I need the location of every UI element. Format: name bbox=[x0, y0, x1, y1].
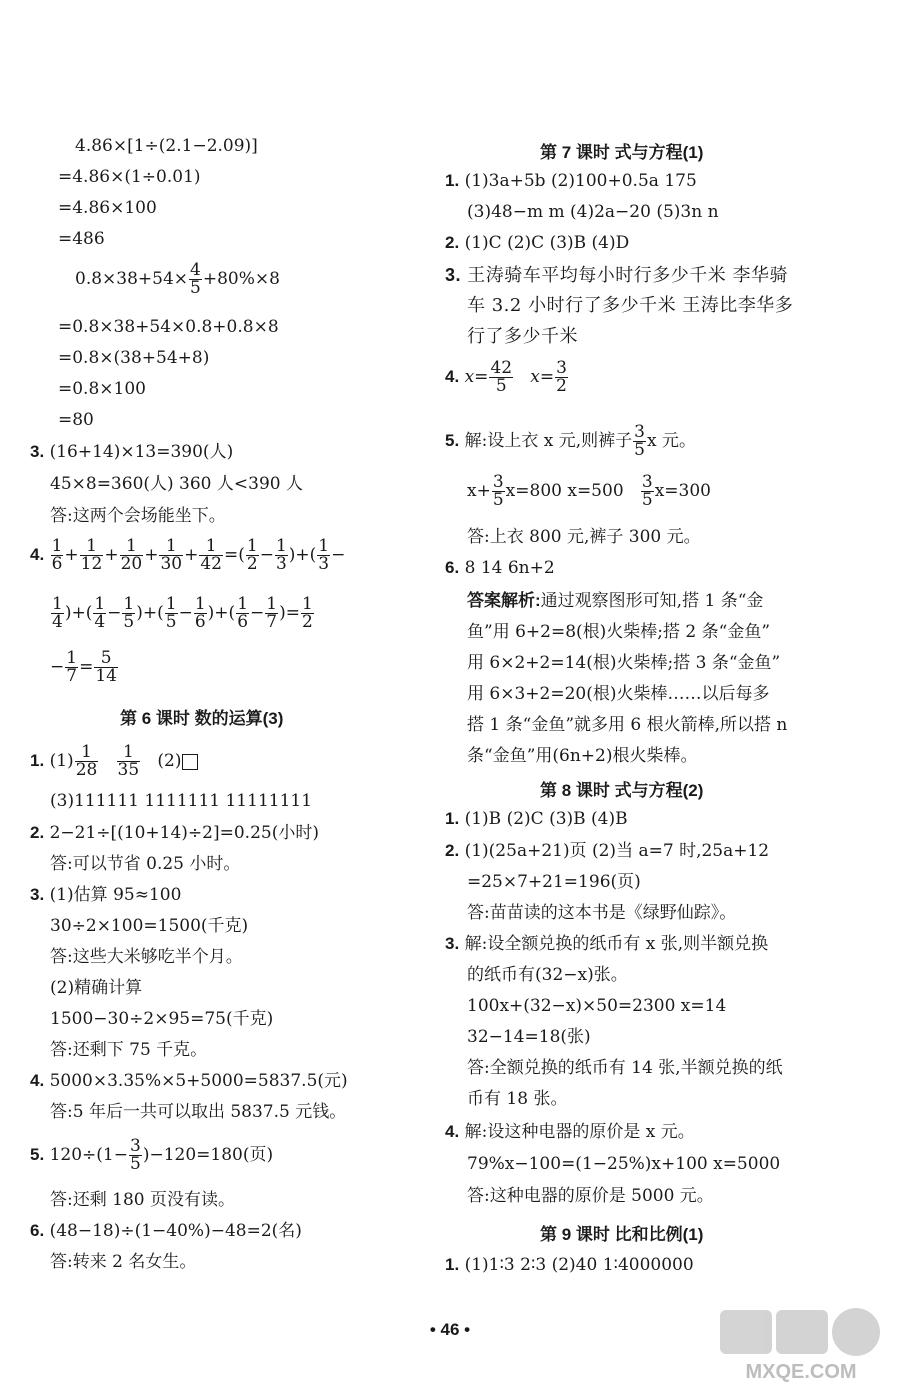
answer-text: 5000×3.35%×5+5000=5837.5(元) bbox=[49, 1071, 348, 1091]
numerator: 3 bbox=[634, 422, 645, 442]
numerator: 1 bbox=[301, 594, 313, 614]
numerator: 1 bbox=[123, 594, 135, 614]
fraction bbox=[117, 744, 141, 779]
fraction-line: − $\frac{1}{7}$ = $\frac{5}{14}$ bbox=[50, 648, 117, 686]
watermark-block-icon bbox=[776, 1310, 828, 1354]
calc-line: =0.8×100 bbox=[58, 379, 146, 399]
section-title-7: 第 7 课时 式与方程(1) bbox=[540, 143, 704, 162]
numerator: 1 bbox=[94, 594, 106, 614]
answer-line: 79%x−100=(1−25%)x+100 x=5000 bbox=[467, 1154, 781, 1174]
answer-line: 30÷2×100=1500(千克) bbox=[50, 916, 249, 936]
question-number: 6. bbox=[445, 558, 460, 577]
s8-question-2 bbox=[445, 840, 769, 862]
question-number: 3. bbox=[445, 265, 462, 285]
answer-line: 答:可以节省 0.25 小时。 bbox=[50, 854, 241, 874]
answer-line: 答:转来 2 名女生。 bbox=[50, 1252, 197, 1272]
watermark-text: MXQE.COM bbox=[745, 1361, 857, 1383]
denominator: 42 bbox=[200, 554, 222, 574]
question-number: 3. bbox=[445, 934, 460, 953]
numerator: 3 bbox=[641, 472, 653, 492]
fraction bbox=[120, 538, 144, 573]
denominator: 6 bbox=[51, 554, 63, 574]
fraction bbox=[489, 360, 513, 395]
fraction bbox=[236, 596, 249, 631]
answer-text: 2−21÷[(10+14)÷2]=0.25(小时) bbox=[49, 823, 319, 843]
s6-question-3 bbox=[30, 884, 181, 906]
expr-part: x= bbox=[530, 367, 555, 387]
answer-text: (1) bbox=[49, 751, 74, 771]
fraction bbox=[65, 650, 78, 685]
denominator: 5 bbox=[190, 278, 201, 298]
calc-line: =0.8×38+54×0.8+0.8×8 bbox=[58, 317, 279, 337]
denominator: 30 bbox=[160, 554, 183, 574]
square-box-icon bbox=[182, 754, 198, 770]
fraction bbox=[199, 538, 223, 573]
explanation-line: 用 6×2+2=14(根)火柴棒;搭 3 条“金鱼” bbox=[467, 653, 781, 673]
answer-line: 答:还剩下 75 千克。 bbox=[50, 1040, 208, 1060]
fraction bbox=[94, 650, 118, 685]
s7-question-4 bbox=[445, 360, 569, 395]
explanation-line: 鱼”用 6+2=8(根)火柴棒;搭 2 条“金鱼” bbox=[467, 622, 771, 642]
expr-part: x 元。 bbox=[646, 431, 696, 451]
answer-line: 答:还剩 180 页没有读。 bbox=[50, 1190, 235, 1210]
answer-text: (48−18)÷(1−40%)−48=2(名) bbox=[49, 1221, 302, 1241]
numerator: 1 bbox=[75, 744, 99, 762]
answer-text: (1)3a+5b (2)100+0.5a 175 bbox=[464, 171, 697, 191]
s6-question-6 bbox=[30, 1220, 302, 1242]
s8-question-4 bbox=[445, 1121, 695, 1143]
fraction bbox=[51, 596, 64, 631]
question-number: 5. bbox=[445, 431, 460, 450]
expr-part: x=300 bbox=[654, 481, 711, 501]
numerator: 1 bbox=[80, 538, 104, 556]
question-4: 4. $\frac{1}{6}$ + $\frac{1}{12}$ + $\frac{1}{20}$ + $\frac{1}{30}$ + $\frac{1}{42}$ =( $\frac{1}{2}$ − $\frac{1}{3}$ )+( $\frac{1}{3}$ − bbox=[30, 536, 346, 574]
denominator: 35 bbox=[117, 760, 140, 780]
numerator: 1 bbox=[52, 594, 63, 614]
fraction-line: $\frac{1}{4}$ )+( $\frac{1}{4}$ − $\frac{1}{5}$ )+( $\frac{1}{5}$ − $\frac{1}{6}$ )+( $\frac{1}{6}$ − $\frac{1}{7}$ )= $\frac{1}{2}$ bbox=[52, 594, 313, 632]
expr-part: +80%×8 bbox=[202, 269, 280, 289]
s7-question-2 bbox=[445, 232, 629, 254]
question-number: 3. bbox=[30, 442, 45, 461]
calc-line: 4.86×[1÷(2.1−2.09)] bbox=[75, 136, 258, 156]
question-number: 4. bbox=[30, 545, 45, 564]
fraction bbox=[194, 596, 207, 631]
s7-question-6 bbox=[445, 557, 555, 579]
fraction bbox=[122, 596, 135, 631]
s6-question-4 bbox=[30, 1070, 348, 1092]
answer-line: 答:5 年后一共可以取出 5837.5 元钱。 bbox=[50, 1102, 347, 1122]
numerator: 1 bbox=[275, 536, 287, 556]
calc-line: =4.86×100 bbox=[58, 198, 157, 218]
numerator: 1 bbox=[66, 648, 78, 668]
equation-line bbox=[467, 474, 711, 509]
expr-part: x=800 x=500 bbox=[505, 481, 624, 501]
section-title-8: 第 8 课时 式与方程(2) bbox=[540, 781, 704, 800]
denominator: 4 bbox=[94, 612, 106, 632]
denominator: 7 bbox=[66, 666, 78, 686]
watermark-logo bbox=[716, 1304, 886, 1384]
question-3 bbox=[30, 441, 233, 463]
expr-part: x+ bbox=[467, 481, 491, 501]
denominator: 12 bbox=[80, 554, 103, 574]
answer-line: 答:全额兑换的纸币有 14 张,半额兑换的纸 bbox=[467, 1058, 783, 1078]
answer-text: (1)估算 95≈100 bbox=[49, 885, 182, 905]
denominator: 5 bbox=[634, 440, 645, 460]
numerator: 1 bbox=[120, 538, 144, 556]
numerator: 1 bbox=[165, 594, 177, 614]
s6-question-5 bbox=[30, 1138, 273, 1173]
denominator: 5 bbox=[123, 612, 135, 632]
answer-text: (1)B (2)C (3)B (4)B bbox=[464, 809, 628, 829]
question-number: 2. bbox=[445, 233, 460, 252]
answer-line: 车 3.2 小时行了多少千米 王涛比李华多 bbox=[467, 295, 794, 316]
explanation-line: 条“金鱼”用(6n+2)根火柴棒。 bbox=[467, 746, 698, 766]
explanation-line: 用 6×3+2=20(根)火柴棒……以后每多 bbox=[467, 684, 770, 704]
denominator: 28 bbox=[75, 760, 98, 780]
s8-question-3 bbox=[445, 933, 768, 955]
numerator: 1 bbox=[51, 536, 63, 556]
denominator: 2 bbox=[556, 376, 567, 396]
answer-line: (3)48−m m (4)2a−20 (5)3n n bbox=[467, 202, 719, 222]
s7-question-5 bbox=[445, 424, 696, 459]
fraction bbox=[275, 538, 288, 573]
denominator: 2 bbox=[246, 554, 258, 574]
question-number: 2. bbox=[30, 823, 45, 842]
expr-part: 120÷(1− bbox=[49, 1145, 128, 1165]
numerator: 5 bbox=[94, 650, 118, 668]
answer-text: (2) bbox=[157, 751, 182, 771]
s8-question-1 bbox=[445, 808, 628, 830]
fraction bbox=[492, 474, 505, 509]
answer-line: 币有 18 张。 bbox=[467, 1089, 568, 1109]
answer-line: 答:上衣 800 元,裤子 300 元。 bbox=[467, 527, 701, 547]
calc-line: =80 bbox=[58, 410, 94, 430]
answer-text: 解:设这种电器的原价是 x 元。 bbox=[464, 1122, 695, 1142]
numerator: 1 bbox=[117, 744, 141, 762]
answer-text: (1)C (2)C (3)B (4)D bbox=[464, 233, 630, 253]
expr-part: )−120=180(页) bbox=[142, 1145, 274, 1165]
question-number: 2. bbox=[445, 841, 460, 860]
answer-line: 1500−30÷2×95=75(千克) bbox=[50, 1009, 274, 1029]
denominator: 6 bbox=[194, 612, 206, 632]
numerator: 1 bbox=[266, 594, 278, 614]
fraction bbox=[165, 596, 178, 631]
question-number: 1. bbox=[445, 809, 460, 828]
calc-line bbox=[75, 262, 280, 297]
denominator: 6 bbox=[237, 612, 249, 632]
s6-question-1 bbox=[30, 744, 198, 779]
numerator: 1 bbox=[237, 594, 249, 614]
question-number: 4. bbox=[445, 1122, 460, 1141]
answer-line: 行了多少千米 bbox=[467, 326, 578, 347]
expr-part: 0.8×38+54× bbox=[75, 269, 189, 289]
numerator: 3 bbox=[129, 1136, 141, 1156]
answer-text: (1)(25a+21)页 (2)当 a=7 时,25a+12 bbox=[464, 841, 770, 861]
numerator: 1 bbox=[318, 536, 330, 556]
denominator: 5 bbox=[641, 490, 653, 510]
denominator: 20 bbox=[120, 554, 143, 574]
fraction bbox=[189, 262, 202, 297]
fraction bbox=[317, 538, 330, 573]
fraction bbox=[633, 424, 646, 459]
s7-question-3 bbox=[445, 264, 788, 287]
denominator: 2 bbox=[301, 612, 313, 632]
explanation-line bbox=[467, 590, 763, 612]
question-number: 1. bbox=[30, 751, 45, 770]
fraction bbox=[641, 474, 654, 509]
answer-line: 答:苗苗读的这本书是《绿野仙踪》。 bbox=[467, 903, 737, 923]
denominator: 7 bbox=[266, 612, 278, 632]
numerator: 1 bbox=[246, 536, 258, 556]
fraction bbox=[75, 744, 99, 779]
numerator: 1 bbox=[159, 538, 183, 556]
question-number: 6. bbox=[30, 1221, 45, 1240]
answer-text: 解:设全额兑换的纸币有 x 张,则半额兑换 bbox=[464, 934, 769, 954]
fraction bbox=[51, 538, 64, 573]
denominator: 14 bbox=[95, 666, 117, 686]
question-number: 1. bbox=[445, 1255, 460, 1274]
answer-line: 的纸币有(32−x)张。 bbox=[467, 965, 628, 985]
denominator: 3 bbox=[318, 554, 330, 574]
numerator: 1 bbox=[194, 594, 206, 614]
answer-line: 45×8=360(人) 360 人<390 人 bbox=[50, 474, 303, 494]
fraction bbox=[246, 538, 259, 573]
denominator: 3 bbox=[275, 554, 287, 574]
answer-line: =25×7+21=196(页) bbox=[467, 872, 641, 892]
expr-part: x= bbox=[464, 367, 489, 387]
fraction bbox=[301, 596, 314, 631]
s9-question-1 bbox=[445, 1254, 694, 1276]
numerator: 3 bbox=[492, 472, 504, 492]
question-number: 4. bbox=[445, 367, 460, 386]
denominator: 5 bbox=[165, 612, 177, 632]
numerator: 4 bbox=[190, 260, 201, 280]
calc-line: =0.8×(38+54+8) bbox=[58, 348, 210, 368]
answer-line: 答:这种电器的原价是 5000 元。 bbox=[467, 1186, 714, 1206]
page-number: • 46 • bbox=[429, 1320, 471, 1339]
fraction bbox=[93, 596, 106, 631]
s7-question-1 bbox=[445, 170, 697, 192]
answer-text: (16+14)×13=390(人) bbox=[49, 442, 234, 462]
numerator: 42 bbox=[490, 358, 513, 378]
denominator: 4 bbox=[52, 612, 63, 632]
calc-line: =4.86×(1÷0.01) bbox=[58, 167, 201, 187]
answer-line: (3)111111 1111111 11111111 bbox=[50, 791, 313, 811]
denominator: 5 bbox=[495, 376, 507, 396]
denominator: 5 bbox=[129, 1154, 141, 1174]
denominator: 5 bbox=[492, 490, 504, 510]
question-number: 5. bbox=[30, 1145, 45, 1164]
fraction bbox=[159, 538, 183, 573]
question-number: 1. bbox=[445, 171, 460, 190]
answer-line: 答:这两个会场能坐下。 bbox=[50, 506, 226, 526]
answer-text: 王涛骑车平均每小时行多少千米 李华骑 bbox=[467, 265, 788, 286]
fraction bbox=[129, 1138, 142, 1173]
answer-text: (1)1∶3 2∶3 (2)40 1∶4000000 bbox=[464, 1255, 694, 1275]
section-title-9: 第 9 课时 比和比例(1) bbox=[540, 1225, 704, 1244]
answer-text: 8 14 6n+2 bbox=[464, 558, 555, 578]
s6-question-2 bbox=[30, 822, 319, 844]
fraction bbox=[80, 538, 104, 573]
question-number: 3. bbox=[30, 885, 45, 904]
expr-part: 解:设上衣 x 元,则裤子 bbox=[464, 431, 633, 451]
section-title-6: 第 6 课时 数的运算(3) bbox=[120, 709, 284, 728]
question-number: 4. bbox=[30, 1071, 45, 1090]
answer-line: 100x+(32−x)×50=2300 x=14 bbox=[467, 996, 727, 1016]
answer-line: 32−14=18(张) bbox=[467, 1027, 591, 1047]
fraction bbox=[265, 596, 278, 631]
numerator: 3 bbox=[556, 358, 567, 378]
numerator: 1 bbox=[199, 538, 223, 556]
watermark-block-icon bbox=[720, 1310, 772, 1354]
answer-line: (2)精确计算 bbox=[50, 978, 143, 998]
calc-line: =486 bbox=[58, 229, 105, 249]
explanation-line: 搭 1 条“金鱼”就多用 6 根火箭棒,所以搭 n bbox=[467, 715, 788, 735]
fraction bbox=[555, 360, 568, 395]
watermark-circle-icon bbox=[832, 1308, 880, 1356]
explanation-heading: 答案解析: bbox=[467, 591, 541, 610]
explanation-text: 通过观察图形可知,搭 1 条“金 bbox=[540, 591, 764, 611]
answer-line: 答:这些大米够吃半个月。 bbox=[50, 947, 243, 967]
